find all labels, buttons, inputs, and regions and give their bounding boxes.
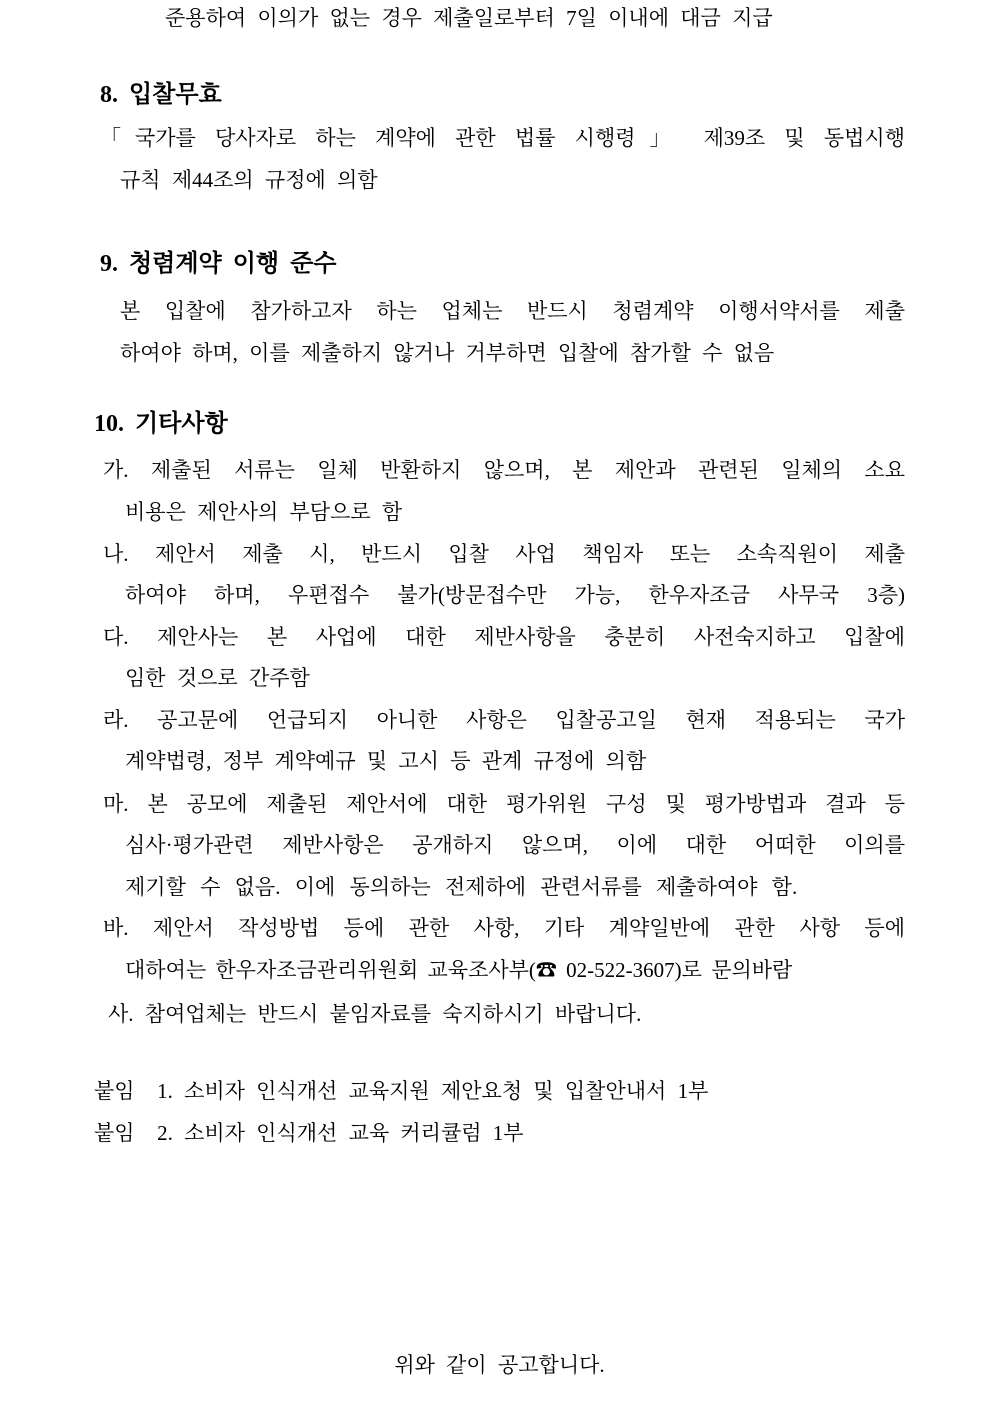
section-9-heading: 9. 청렴계약 이행 준수: [100, 251, 337, 277]
section-10-heading: 10. 기타사항: [94, 411, 228, 437]
intro-continuation-line: 준용하여 이의가 없는 경우 제출일로부터 7일 이내에 대금 지급: [165, 6, 773, 30]
item-ga-line-1: 가. 제출된 서류는 일체 반환하지 않으며, 본 제안과 관련된 일체의 소요: [103, 458, 905, 482]
attachment-line-1: 붙임 1. 소비자 인식개선 교육지원 제안요청 및 입찰안내서 1부: [94, 1079, 709, 1103]
section-9-body-line-1: 본 입찰에 참가하고자 하는 업체는 반드시 청렴계약 이행서약서를 제출: [120, 299, 905, 323]
section-8-heading: 8. 입찰무효: [100, 82, 222, 108]
item-ba-line-2: 대하여는 한우자조금관리위원회 교육조사부(☎ 02-522-3607)로 문의바람: [125, 958, 793, 982]
item-na-line-2: 하여야 하며, 우편접수 불가(방문접수만 가능, 한우자조금 사무국 3층): [125, 583, 905, 607]
item-sa-line-1: 사. 참여업체는 반드시 붙임자료를 숙지하시기 바랍니다.: [108, 1002, 642, 1026]
section-8-body-line-1: 「국가를 당사자로 하는 계약에 관한 법률 시행령」 제39조 및 동법시행: [100, 126, 905, 150]
item-ga-line-2: 비용은 제안사의 부담으로 함: [125, 500, 403, 524]
section-9-body-line-2: 하여야 하며, 이를 제출하지 않거나 거부하면 입찰에 참가할 수 없음: [120, 341, 775, 365]
item-ra-line-2: 계약법령, 정부 계약예규 및 고시 등 관계 규정에 의함: [125, 749, 647, 773]
item-ba-line-1: 바. 제안서 작성방법 등에 관한 사항, 기타 계약일반에 관한 사항 등에: [103, 916, 905, 940]
item-da-line-1: 다. 제안사는 본 사업에 대한 제반사항을 충분히 사전숙지하고 입찰에: [103, 625, 905, 649]
closing-statement: 위와 같이 공고합니다.: [394, 1353, 605, 1377]
attachment-line-2: 붙임 2. 소비자 인식개선 교육 커리큘럼 1부: [94, 1121, 524, 1145]
item-ma-line-2: 심사·평가관련 제반사항은 공개하지 않으며, 이에 대한 어떠한 이의를: [125, 833, 905, 857]
item-ma-line-1: 마. 본 공모에 제출된 제안서에 대한 평가위원 구성 및 평가방법과 결과 등: [103, 792, 905, 816]
item-ma-line-3: 제기할 수 없음. 이에 동의하는 전제하에 관련서류를 제출하여야 함.: [125, 875, 798, 899]
section-8-body-line-2: 규칙 제44조의 규정에 의함: [120, 168, 378, 192]
item-ra-line-1: 라. 공고문에 언급되지 아니한 사항은 입찰공고일 현재 적용되는 국가: [103, 708, 905, 732]
item-na-line-1: 나. 제안서 제출 시, 반드시 입찰 사업 책임자 또는 소속직원이 제출: [103, 542, 905, 566]
item-da-line-2: 임한 것으로 간주함: [125, 666, 310, 690]
